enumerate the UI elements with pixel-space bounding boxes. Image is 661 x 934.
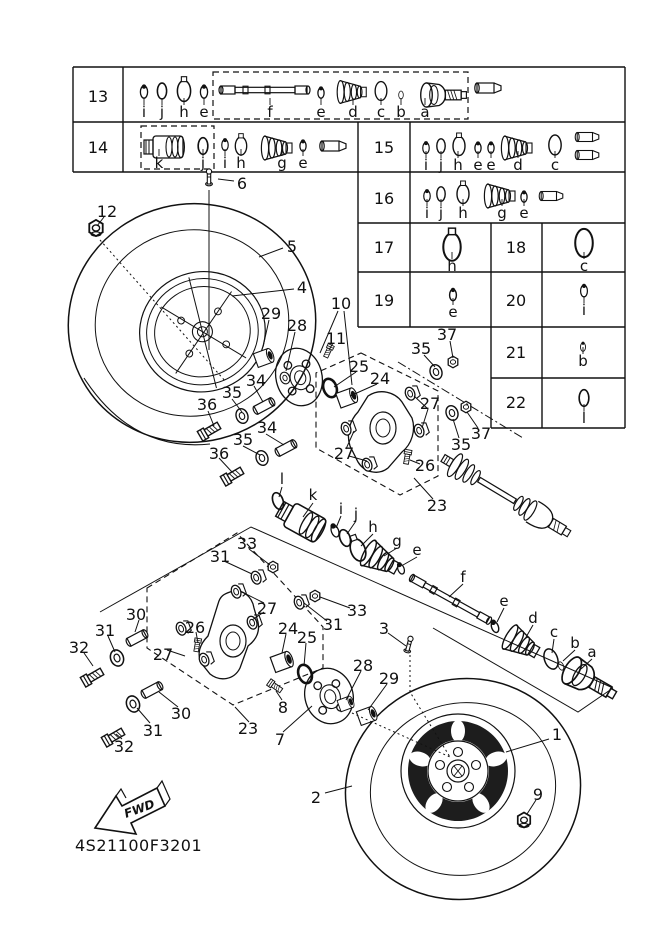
callout-12: 12: [96, 202, 118, 221]
table-part-letter-i: i: [141, 103, 147, 121]
callout-5: 5: [286, 237, 298, 256]
part-code: 4S21100F3201: [75, 836, 203, 855]
table-part-letter-e: e: [298, 154, 308, 172]
table-part-letter-h: h: [453, 156, 463, 174]
fwd-label: FWD: [122, 796, 157, 821]
table-part-letter-e: e: [448, 303, 458, 321]
callout-23: 23: [426, 496, 448, 515]
callout-35: 35: [450, 435, 472, 454]
table-part-letter-f: f: [267, 103, 273, 121]
callout-27: 27: [333, 444, 355, 463]
table-ref-number-21: 21: [505, 343, 527, 362]
callout-30: 30: [170, 704, 192, 723]
part-letter-l: l: [279, 470, 285, 488]
callout-34: 34: [245, 371, 267, 390]
table-ref-number-18: 18: [505, 238, 527, 257]
part-letter-b: b: [570, 634, 580, 652]
callout-30: 30: [125, 605, 147, 624]
callout-29: 29: [378, 669, 400, 688]
table-part-letter-a: a: [420, 103, 430, 121]
callout-28: 28: [286, 316, 308, 335]
table-part-letter-c: c: [550, 156, 560, 174]
table-part-letter-h: h: [447, 257, 457, 275]
table-part-letter-e: e: [199, 103, 209, 121]
part-letter-f: f: [460, 568, 466, 586]
callout-36: 36: [208, 444, 230, 463]
callout-2: 2: [310, 788, 322, 807]
callout-28: 28: [352, 656, 374, 675]
table-part-letter-j: j: [438, 204, 444, 222]
table-part-letter-i: i: [222, 154, 228, 172]
table-part-letter-h: h: [236, 154, 246, 172]
table-part-letter-e: e: [519, 204, 529, 222]
callout-8: 8: [277, 698, 289, 717]
callout-7: 7: [274, 730, 286, 749]
callout-33: 33: [346, 601, 368, 620]
table-part-letter-b: b: [578, 352, 588, 370]
callout-31: 31: [142, 721, 164, 740]
callout-3: 3: [378, 619, 390, 638]
callout-11: 11: [325, 329, 347, 348]
callout-34: 34: [256, 418, 278, 437]
callout-31: 31: [94, 621, 116, 640]
callout-24: 24: [369, 369, 391, 388]
callout-26: 26: [184, 618, 206, 637]
table-part-letter-h: h: [179, 103, 189, 121]
table-part-letter-g: g: [497, 204, 507, 222]
part-letter-e: e: [412, 541, 422, 559]
callout-9: 9: [532, 785, 544, 804]
callout-23: 23: [237, 719, 259, 738]
table-part-letter-h: h: [458, 204, 468, 222]
part-letter-a: a: [587, 643, 597, 661]
callout-35: 35: [232, 430, 254, 449]
table-ref-number-13: 13: [87, 87, 109, 106]
callout-35: 35: [221, 383, 243, 402]
callout-27: 27: [256, 599, 278, 618]
table-ref-number-14: 14: [87, 138, 109, 157]
callout-27: 27: [152, 645, 174, 664]
part-letter-i: i: [338, 500, 344, 518]
labels-layer: [69, 87, 597, 807]
bottom-wheel: [322, 654, 604, 925]
callout-31: 31: [209, 547, 231, 566]
table-part-letter-i: i: [423, 156, 429, 174]
table-part-letter-e: e: [486, 156, 496, 174]
table-part-letter-j: j: [438, 156, 444, 174]
table-part-letter-j: j: [200, 154, 206, 172]
table-ref-number-17: 17: [373, 238, 395, 257]
callout-4: 4: [296, 278, 308, 297]
table-ref-number-16: 16: [373, 189, 395, 208]
table-part-letter-d: d: [513, 156, 523, 174]
part-letter-h: h: [368, 518, 378, 536]
table-part-letter-c: c: [376, 103, 386, 121]
callout-32: 32: [113, 737, 135, 756]
table-part-letter-e: e: [473, 156, 483, 174]
callout-37: 37: [470, 424, 492, 443]
callout-36: 36: [196, 395, 218, 414]
callout-29: 29: [260, 304, 282, 323]
part-letter-g: g: [392, 532, 402, 550]
table-part-letter-i: i: [581, 301, 587, 319]
callout-32: 32: [68, 638, 90, 657]
callout-37: 37: [436, 325, 458, 344]
assembled-axle-shaft: [436, 447, 575, 545]
table-part-letter-e: e: [316, 103, 326, 121]
part-letter-e: e: [499, 592, 509, 610]
table-ref-number-15: 15: [373, 138, 395, 157]
callout-35: 35: [410, 339, 432, 358]
fwd-flag: [95, 781, 170, 834]
callout-24: 24: [277, 619, 299, 638]
table-part-letter-g: g: [277, 154, 287, 172]
table-part-letter-b: b: [396, 103, 406, 121]
part-letter-k: k: [308, 486, 318, 504]
table-part-letter-k: k: [154, 154, 164, 172]
callout-27: 27: [419, 394, 441, 413]
part-letter-j: j: [353, 505, 359, 523]
table-ref-number-19: 19: [373, 291, 395, 310]
callout-25: 25: [296, 628, 318, 647]
callout-6: 6: [236, 174, 248, 193]
callout-1: 1: [551, 725, 563, 744]
callout-26: 26: [414, 456, 436, 475]
table-ref-number-22: 22: [505, 393, 527, 412]
part-letter-d: d: [528, 609, 538, 627]
callout-10: 10: [330, 294, 352, 313]
table-part-letter-d: d: [348, 103, 358, 121]
table-part-letter-i: i: [424, 204, 430, 222]
callout-25: 25: [348, 357, 370, 376]
table-part-letter-l: l: [581, 409, 587, 427]
callout-33: 33: [236, 534, 258, 553]
part-letter-c: c: [549, 623, 559, 641]
callout-31: 31: [322, 615, 344, 634]
table-part-letter-j: j: [159, 103, 165, 121]
table-part-letter-c: c: [579, 257, 589, 275]
table-ref-number-20: 20: [505, 291, 527, 310]
